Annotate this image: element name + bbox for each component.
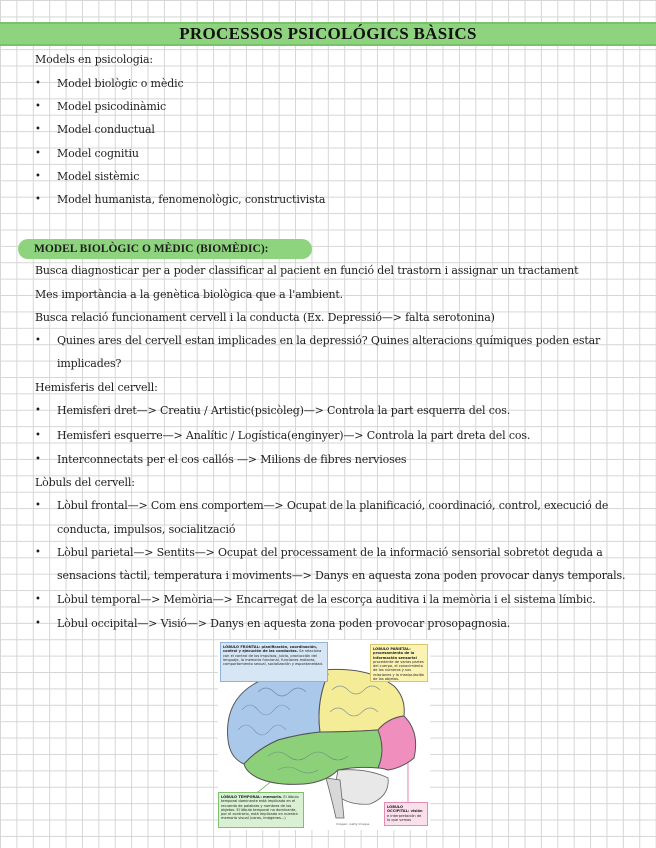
lobe-item: Lòbul frontal—> Com ens comportem—> Ocupat de la planificació, coordinació, control, execució de [57,499,609,512]
lobe-item: Lòbul parietal—> Sentits—> Ocupat del processament de la informació sensorial sobretot deguda a [57,546,603,559]
bullet-icon: • [35,547,41,558]
lobe-item-continued: sensacions tàctil, temperatura i moviments—> Danys en aquesta zona poden provocar danys temporals. [57,569,626,582]
parietal-caption-body: procedente de varias partes del cuerpo, el conocimiento de los números y sus relaciones y la manipulación de los objetos. [373,659,425,682]
frontal-caption [220,642,328,682]
occipital-lobe-shape [378,716,416,770]
temporal-caption [218,792,304,828]
paragraph: Busca diagnosticar per a poder classificar al pacient en funció del trastorn i assignar un tractament [35,264,579,277]
brain-figure [218,640,430,830]
lobes-intro: Lòbuls del cervell: [35,476,135,489]
page-title: PROCESSOS PSICOLÓGICS BÀSICS [0,22,656,46]
lobe-item: Lòbul occipital—> Visió—> Danys en aquesta zona poden provocar prosopagnosia. [57,617,511,630]
hemisphere-item: Hemisferi esquerre—> Analític / Logística(enginyer)—> Controla la part dreta del cos. [57,429,531,442]
occipital-caption-title: LÓBULO OCCIPITAL: visión [387,805,423,814]
bullet-icon: • [35,430,41,441]
lobe-item-continued: conducta, impulsos, socialització [57,523,236,536]
hemisphere-item: Hemisferi dret—> Creatiu / Artistic(psicòleg)—> Controla la part esquerra del cos. [57,404,511,417]
bullet-icon: • [35,405,41,416]
lobe-item: Lòbul temporal—> Memòria—> Encarregat de la escorça auditiva i la memòria i el sistema límbic. [57,593,596,606]
hemisphere-item: Interconnectats per el cos callós —> Milions de fibres nervioses [57,453,407,466]
models-intro: Models en psicologia: [35,53,153,66]
occipital-caption-body: e interpretación de lo que vemos [387,813,422,822]
model-item: Model conductual [57,123,155,136]
model-item: Model psicodinàmic [57,100,167,113]
question-line: implicades? [57,357,122,370]
bullet-icon: • [35,500,41,511]
temporal-caption-title: LÓBULO TEMPORAL: memoria. [221,795,283,799]
section-heading: MODEL BIOLÒGIC O MÈDIC (BIOMÈDIC): [18,239,312,259]
model-item: Model cognitiu [57,147,139,160]
question-line: Quines ares del cervell estan implicades en la depressió? Quines alteracions químiques poden estar [57,334,601,347]
temporal-caption-body: El lóbulo temporal dominante está implicado en el recuerdo de palabras y nombres de los objetos. El lóbulo temporal no dominante, por el contrario, está implicado en nuestra memoria visual (caras, imágenes...) [221,795,299,821]
parietal-caption-title: LÓBULO PARIETAL: procesamiento de la información sensorial [373,647,417,660]
hemispheres-intro: Hemisferis del cervell: [35,381,158,394]
occipital-caption [384,802,428,826]
bullet-icon: • [35,148,41,159]
frontal-caption-body: Se relaciona con el control de los impulsos, juicio, producción del lenguaje, la memoria funcional, funciones motoras, comportamiento sexual, socialización y espontaneidad. [223,649,323,667]
bullet-icon: • [35,594,41,605]
bullet-icon: • [35,618,41,629]
bullet-icon: • [35,194,41,205]
bullet-icon: • [35,335,41,346]
model-item: Model biològic o mèdic [57,77,184,90]
paragraph: Busca relació funcionament cervell i la conducta (Ex. Depressió—> falta serotonina) [35,311,495,324]
bullet-icon: • [35,171,41,182]
model-item: Model sistèmic [57,170,140,183]
image-credit: Imagen: Getty Images [336,822,370,826]
model-item: Model humanista, fenomenològic, constructivista [57,193,326,206]
frontal-caption-title: LÓBULO FRONTAL: planificación, coordinación, control y ejecución de las conductas. [223,645,318,654]
paragraph: Mes importància a la genètica biològica que a l'ambient. [35,288,343,301]
bullet-icon: • [35,78,41,89]
bullet-icon: • [35,454,41,465]
parietal-caption [370,644,428,682]
bullet-icon: • [35,101,41,112]
bullet-icon: • [35,124,41,135]
